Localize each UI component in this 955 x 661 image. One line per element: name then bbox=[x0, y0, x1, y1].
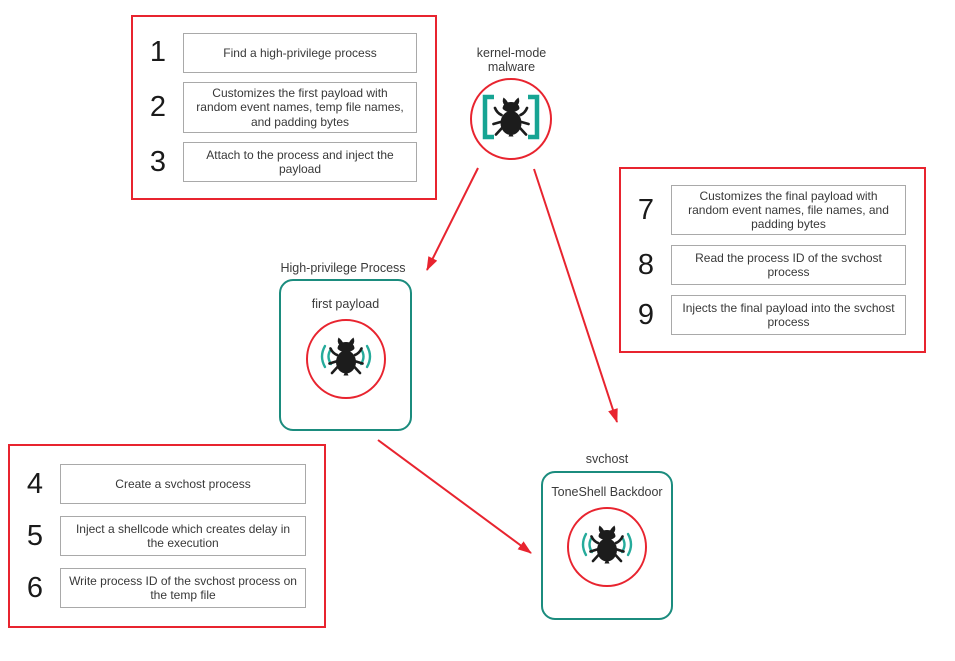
step-row bbox=[133, 82, 417, 132]
bug-sound-waves-icon bbox=[315, 336, 377, 383]
step-row bbox=[10, 516, 306, 556]
step-row bbox=[621, 185, 906, 235]
panel-svchost-creation-steps bbox=[8, 444, 326, 628]
step-box: Find a high-privilege process bbox=[183, 33, 417, 73]
panel-initial-steps bbox=[131, 15, 437, 200]
step-row bbox=[133, 142, 417, 182]
step-number: 9 bbox=[637, 298, 655, 331]
first-payload-node bbox=[306, 319, 386, 399]
first-payload-label: first payload bbox=[311, 297, 380, 311]
step-box: Customizes the final payload with random event names, file names, and padding bytes bbox=[671, 185, 906, 235]
step-number: 2 bbox=[149, 90, 167, 123]
step-row bbox=[621, 245, 906, 285]
step-number: 4 bbox=[26, 467, 44, 500]
high-privilege-process-label: High-privilege Process bbox=[280, 261, 406, 275]
step-number: 3 bbox=[149, 145, 167, 178]
toneshell-backdoor-node bbox=[567, 507, 647, 587]
step-box: Create a svchost process bbox=[60, 464, 306, 504]
step-row bbox=[133, 33, 417, 73]
step-box: Injects the final payload into the svchost process bbox=[671, 295, 906, 335]
step-box: Read the process ID of the svchost process bbox=[671, 245, 906, 285]
bug-sound-waves-icon bbox=[576, 524, 638, 571]
bug-in-brackets-icon bbox=[482, 94, 540, 145]
toneshell-backdoor-label: ToneShell Backdoor bbox=[551, 485, 663, 499]
high-privilege-process-node bbox=[279, 279, 412, 431]
kernel-malware-label bbox=[451, 46, 572, 75]
kernel-malware-label-line2: malware bbox=[487, 60, 536, 75]
step-box: Write process ID of the svchost process on the temp file bbox=[60, 568, 306, 608]
step-row bbox=[10, 568, 306, 608]
arrow-high-privilege-to-svchost bbox=[378, 440, 531, 553]
step-box: Inject a shellcode which creates delay in the execution bbox=[60, 516, 306, 556]
step-number: 1 bbox=[149, 36, 167, 69]
panel-final-payload-steps bbox=[619, 167, 926, 353]
step-number: 7 bbox=[637, 193, 655, 226]
step-box: Customizes the first payload with random event names, temp file names, and padding bytes bbox=[183, 82, 417, 132]
step-number: 5 bbox=[26, 519, 44, 552]
step-box: Attach to the process and inject the payload bbox=[183, 142, 417, 182]
svchost-label: svchost bbox=[585, 452, 629, 466]
step-number: 8 bbox=[637, 248, 655, 281]
arrow-kernel-to-svchost bbox=[534, 169, 617, 422]
kernel-malware-label-line1: kernel-mode bbox=[476, 46, 547, 60]
svchost-node bbox=[541, 471, 673, 620]
step-row bbox=[10, 464, 306, 504]
step-number: 6 bbox=[26, 571, 44, 604]
kernel-malware-node bbox=[470, 78, 552, 160]
step-row bbox=[621, 295, 906, 335]
